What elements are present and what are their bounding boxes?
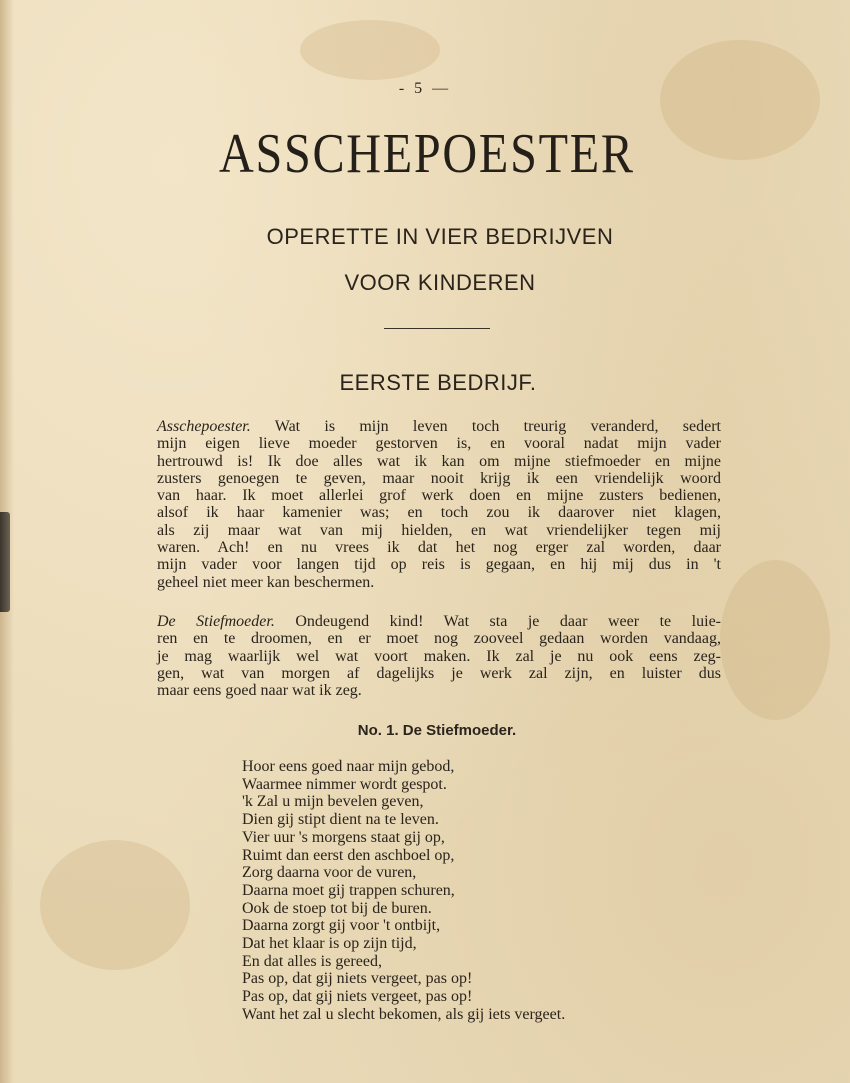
verse-line: 'k Zal u mijn bevelen geven, xyxy=(242,793,424,811)
verse-line: Ook de stoep tot bij de buren. xyxy=(242,899,432,917)
act-heading: EERSTE BEDRIJF. xyxy=(339,370,537,395)
text-line: je mag waarlijk wel wat voort maken. Ik zal je nu ook eens zeg- xyxy=(157,647,721,665)
verse-line: Dat het klaar is op zijn tijd, xyxy=(242,935,417,953)
text-line: mijn eigen lieve moeder gestorven is, en vooral nadat mijn vader xyxy=(157,435,721,453)
song-heading: No. 1. De Stiefmoeder. xyxy=(357,722,517,739)
verse-line: En dat alles is gereed, xyxy=(242,952,382,970)
text-line: mijn vader voor langen tijd op reis is gegaan, en hij mij dus in 't xyxy=(157,556,721,574)
text-line: Asschepoester. Wat is mijn leven toch treurig veranderd, sedert xyxy=(157,418,721,435)
speaker-name: De Stiefmoeder. xyxy=(157,613,275,630)
verse-line: Daarna moet gij trappen schuren, xyxy=(242,881,455,899)
paragraph-asschepoester xyxy=(157,418,721,591)
binding-staple xyxy=(0,512,10,612)
verse-line: Dien gij stipt dient na te leven. xyxy=(242,811,439,829)
verse-line: Zorg daarna voor de vuren, xyxy=(242,864,417,882)
text-line: maar eens goed naar wat ik zeg. xyxy=(157,682,362,700)
verse-line: Ruimt dan eerst den aschboel op, xyxy=(242,846,455,864)
subtitle-line-1: OPERETTE IN VIER BEDRIJVEN xyxy=(266,224,614,249)
text-line: alsof ik haar kamenier was; en toch zou ik daarover niet klagen, xyxy=(157,504,721,522)
text-line: als zij maar wat van mij hielden, en wat vriendelijker tegen mij xyxy=(157,521,721,539)
subtitle-line-2: VOOR KINDEREN xyxy=(344,270,536,295)
verse-line: Daarna zorgt gij voor 't ontbijt, xyxy=(242,917,441,935)
paper-stain xyxy=(300,20,440,80)
text-line: gen, wat van morgen af dagelijks je werk zal zijn, en luister dus xyxy=(157,664,721,682)
page-title: ASSCHEPOESTER xyxy=(218,123,635,185)
paragraph-stiefmoeder xyxy=(157,613,721,699)
verse-line: Vier uur 's morgens staat gij op, xyxy=(242,828,445,846)
text-line: geheel niet meer kan beschermen. xyxy=(157,573,375,591)
verse-line: Want het zal u slecht bekomen, als gij iets vergeet. xyxy=(242,1005,566,1023)
text-line: ren en te droomen, en er moet nog zooveel gedaan worden vandaag, xyxy=(157,630,721,648)
text-line: waren. Ach! en nu vrees ik dat het nog erger zal worden, daar xyxy=(157,539,721,557)
verse-line: Hoor eens goed naar mijn gebod, xyxy=(242,758,455,775)
song-verse xyxy=(242,758,565,1024)
text-line: De Stiefmoeder. Ondeugend kind! Wat sta je daar weer te luie- xyxy=(157,613,721,630)
verse-line: Pas op, dat gij niets vergeet, pas op! xyxy=(242,970,473,988)
paper-stain xyxy=(40,840,190,970)
text-line: hertrouwd is! Ik doe alles wat ik kan om mijne stiefmoeder en mijne xyxy=(157,452,721,470)
divider-rule xyxy=(384,328,490,329)
text-line: van haar. Ik moet allerlei grof werk doen en mijne zusters bedienen, xyxy=(157,487,721,505)
verse-line: Waarmee nimmer wordt gespot. xyxy=(242,775,447,793)
speaker-name: Asschepoester. xyxy=(157,418,251,435)
paper-stain xyxy=(720,560,830,720)
verse-line: Pas op, dat gij niets vergeet, pas op! xyxy=(242,988,473,1006)
page-number: - 5 — xyxy=(398,80,452,97)
text-line: zusters genoegen te geven, maar nooit krijg ik een vriendelijk woord xyxy=(157,469,721,487)
